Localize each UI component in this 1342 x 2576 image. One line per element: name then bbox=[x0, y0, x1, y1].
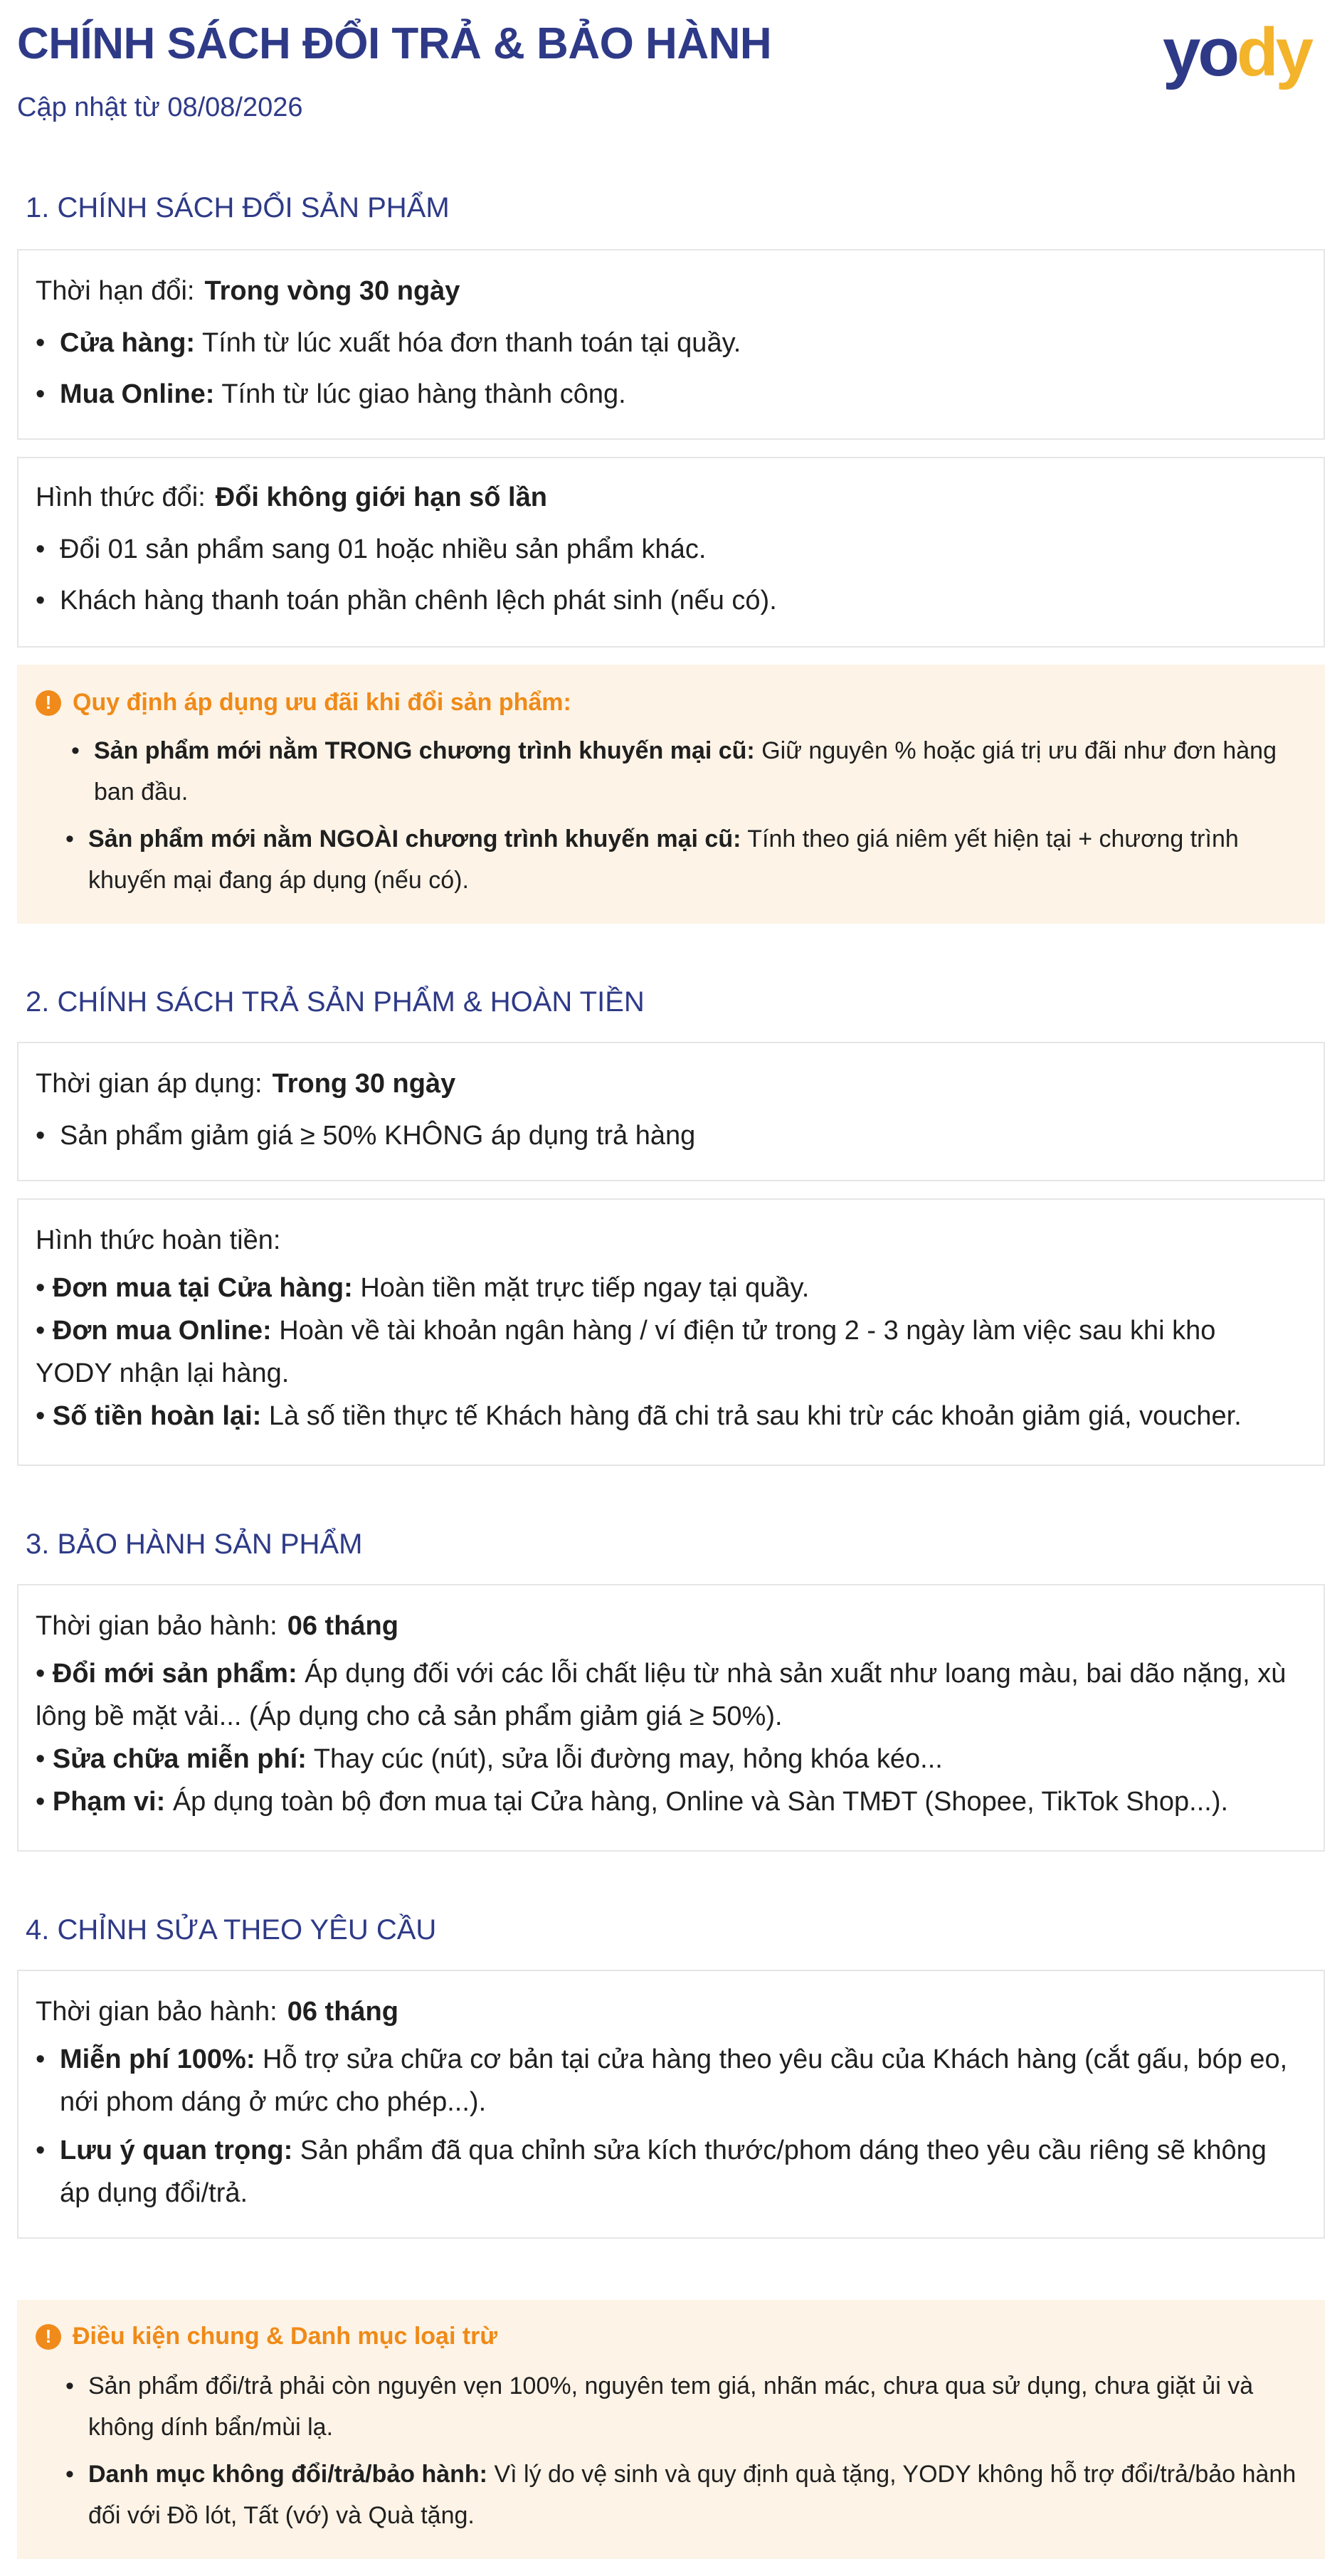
item-bold: Sửa chữa miễn phí: bbox=[52, 1744, 307, 1774]
item-text: Là số tiền thực tế Khách hàng đã chi trả sau khi trừ các khoản giảm giá, voucher. bbox=[261, 1401, 1242, 1431]
yody-logo[interactable] bbox=[1162, 14, 1311, 90]
item-bold: Đơn mua tại Cửa hàng: bbox=[52, 1273, 353, 1303]
item-bold: Cửa hàng: bbox=[60, 328, 196, 358]
lead-value: Trong vòng 30 ngày bbox=[204, 276, 460, 306]
section-title-exchange: 1. CHÍNH SÁCH ĐỔI SẢN PHẨM bbox=[26, 192, 450, 223]
list-item: • Đổi 01 sản phẩm sang 01 hoặc nhiều sản phẩm khác. bbox=[60, 528, 1302, 571]
item-text: Tính từ lúc xuất hóa đơn thanh toán tại quầy. bbox=[195, 328, 741, 358]
item-text: Hỗ trợ sửa chữa cơ bản tại cửa hàng theo yêu cầu của Khách hàng (cắt gấu, bóp eo, nới phom dáng ở mức cho phép...). bbox=[60, 2044, 1288, 2117]
lead-value: 06 tháng bbox=[287, 1997, 398, 2027]
lead-value: Trong 30 ngày bbox=[272, 1069, 456, 1099]
item-bold: Miễn phí 100%: bbox=[60, 2044, 255, 2074]
page-header bbox=[17, 14, 1325, 139]
promo-rules-notice bbox=[17, 665, 1325, 924]
item-bold: Phạm vi: bbox=[52, 1787, 166, 1817]
general-conditions-notice bbox=[17, 2300, 1325, 2559]
section-title-warranty: 3. BẢO HÀNH SẢN PHẨM bbox=[26, 1529, 363, 1560]
item-text: Hoàn về tài khoản ngân hàng / ví điện tử trong 2 - 3 ngày làm việc sau khi kho YODY nhận lại hàng. bbox=[36, 1316, 1216, 1388]
list-item: • Đơn mua tại Cửa hàng: Hoàn tiền mặt trực tiếp ngay tại quầy. bbox=[36, 1273, 810, 1303]
list-item bbox=[60, 2129, 1302, 2215]
notice-item bbox=[88, 2365, 1296, 2448]
exchange-form-card bbox=[17, 457, 1325, 648]
item-bold: Danh mục không đổi/trả/bảo hành: bbox=[88, 2461, 487, 2488]
notice-title: Quy định áp dụng ưu đãi khi đổi sản phẩm: bbox=[73, 689, 571, 716]
exchange-period-card bbox=[17, 249, 1325, 440]
alteration-card bbox=[17, 1970, 1325, 2239]
notice-item bbox=[88, 818, 1296, 901]
list-item bbox=[60, 373, 1302, 416]
item-text: Tính từ lúc giao hàng thành công. bbox=[214, 379, 626, 409]
card-lead bbox=[36, 1997, 398, 2027]
item-text: Áp dụng đối với các lỗi chất liệu từ nhà sản xuất như loang màu, bai dão nặng, xù lông bề mặt vải... (Áp dụng cho cả sản phẩm giảm giá ≥ 50%). bbox=[36, 1659, 1286, 1731]
logo-letter: o bbox=[1198, 14, 1237, 90]
logo-letter: y bbox=[1162, 14, 1198, 90]
warranty-card bbox=[17, 1584, 1325, 1852]
item-text: Thay cúc (nút), sửa lỗi đường may, hỏng khóa kéo... bbox=[306, 1744, 943, 1774]
section-title-return: 2. CHÍNH SÁCH TRẢ SẢN PHẨM & HOÀN TIỀN bbox=[26, 986, 645, 1018]
item-text: Hoàn tiền mặt trực tiếp ngay tại quầy. bbox=[352, 1273, 810, 1303]
notice-item bbox=[88, 2454, 1296, 2536]
item-bold: Sản phẩm mới nằm TRONG chương trình khuyến mại cũ: bbox=[94, 737, 755, 764]
warning-icon: ! bbox=[36, 2324, 61, 2350]
card-lead bbox=[36, 1611, 398, 1642]
list-item: • Đổi mới sản phẩm: Áp dụng đối với các lỗi chất liệu từ nhà sản xuất như loang màu, bai dão nặng, xù lông bề mặt vải... (Áp dụng cho cả sản phẩm giảm giá ≥ 50%). bbox=[36, 1659, 1286, 1731]
card-lead bbox=[36, 276, 460, 307]
item-bold: Sản phẩm mới nằm NGOÀI chương trình khuyến mại cũ: bbox=[88, 825, 741, 852]
item-bold: Lưu ý quan trọng: bbox=[60, 2136, 293, 2165]
warning-icon: ! bbox=[36, 690, 61, 716]
section-title-alteration: 4. CHỈNH SỬA THEO YÊU CẦU bbox=[26, 1914, 437, 1946]
list-item: • Phạm vi: Áp dụng toàn bộ đơn mua tại Cửa hàng, Online và Sàn TMĐT (Shopee, TikTok Shop...). bbox=[36, 1787, 1229, 1817]
list-item: • Đơn mua Online: Hoàn về tài khoản ngân hàng / ví điện tử trong 2 - 3 ngày làm việc sau khi kho YODY nhận lại hàng. bbox=[36, 1316, 1216, 1388]
lead-value: Đổi không giới hạn số lần bbox=[215, 482, 547, 512]
item-text: Sản phẩm đã qua chỉnh sửa kích thước/phom dáng theo yêu cầu riêng sẽ không áp dụng đổi/trả. bbox=[60, 2136, 1267, 2208]
notice-title: Điều kiện chung & Danh mục loại trừ bbox=[73, 2323, 498, 2350]
logo-letter: d bbox=[1236, 14, 1276, 90]
refund-method-card bbox=[17, 1198, 1325, 1466]
list-item: • Sửa chữa miễn phí: Thay cúc (nút), sửa lỗi đường may, hỏng khóa kéo... bbox=[36, 1744, 943, 1774]
item-text: Sản phẩm đổi/trả phải còn nguyên vẹn 100%, nguyên tem giá, nhãn mác, chưa qua sử dụng, chưa giặt ủi và không dính bẩn/mùi lạ. bbox=[88, 2372, 1254, 2441]
item-text: Áp dụng toàn bộ đơn mua tại Cửa hàng, Online và Sàn TMĐT (Shopee, TikTok Shop...). bbox=[165, 1787, 1229, 1817]
list-item bbox=[60, 2038, 1302, 2123]
updated-date: Cập nhật từ 08/08/2026 bbox=[17, 93, 303, 122]
lead-label: Thời gian bảo hành: bbox=[36, 1611, 278, 1641]
card-lead bbox=[36, 1069, 455, 1099]
item-bold: Mua Online: bbox=[60, 379, 215, 409]
lead-label: Thời gian áp dụng: bbox=[36, 1069, 263, 1099]
lead-label: Thời gian bảo hành: bbox=[36, 1997, 278, 2027]
item-text: Giữ nguyên % hoặc giá trị ưu đãi như đơn hàng ban đầu. bbox=[94, 737, 1277, 806]
lead-value: 06 tháng bbox=[287, 1611, 398, 1641]
card-lead bbox=[36, 482, 547, 513]
item-bold: Số tiền hoàn lại: bbox=[52, 1401, 262, 1431]
lead-label: Thời hạn đổi: bbox=[36, 276, 195, 306]
lead-label: Hình thức đổi: bbox=[36, 482, 206, 512]
notice-header bbox=[36, 2323, 497, 2350]
list-item: • Số tiền hoàn lại: Là số tiền thực tế Khách hàng đã chi trả sau khi trừ các khoản giảm giá, voucher. bbox=[36, 1401, 1242, 1431]
logo-letter: y bbox=[1275, 14, 1311, 90]
list-item: • Sản phẩm giảm giá ≥ 50% KHÔNG áp dụng trả hàng bbox=[60, 1114, 1302, 1157]
item-text: Vì lý do vệ sinh và quy định quà tặng, YODY không hỗ trợ đổi/trả/bảo hành đối với Đồ lót, Tất (vớ) và Quà tặng. bbox=[88, 2461, 1296, 2529]
list-item bbox=[60, 322, 1302, 364]
item-bold: Đơn mua Online: bbox=[52, 1316, 272, 1346]
page-title: CHÍNH SÁCH ĐỔI TRẢ & BẢO HÀNH bbox=[17, 19, 772, 68]
list-item: • Khách hàng thanh toán phần chênh lệch phát sinh (nếu có). bbox=[60, 579, 1302, 622]
return-period-card bbox=[17, 1042, 1325, 1181]
item-text: Tính theo giá niêm yết hiện tại + chương trình khuyến mại đang áp dụng (nếu có). bbox=[88, 825, 1239, 894]
notice-header bbox=[36, 689, 571, 717]
notice-item bbox=[94, 730, 1296, 813]
card-lead: Hình thức hoàn tiền: bbox=[36, 1225, 281, 1255]
item-bold: Đổi mới sản phẩm: bbox=[52, 1659, 297, 1689]
